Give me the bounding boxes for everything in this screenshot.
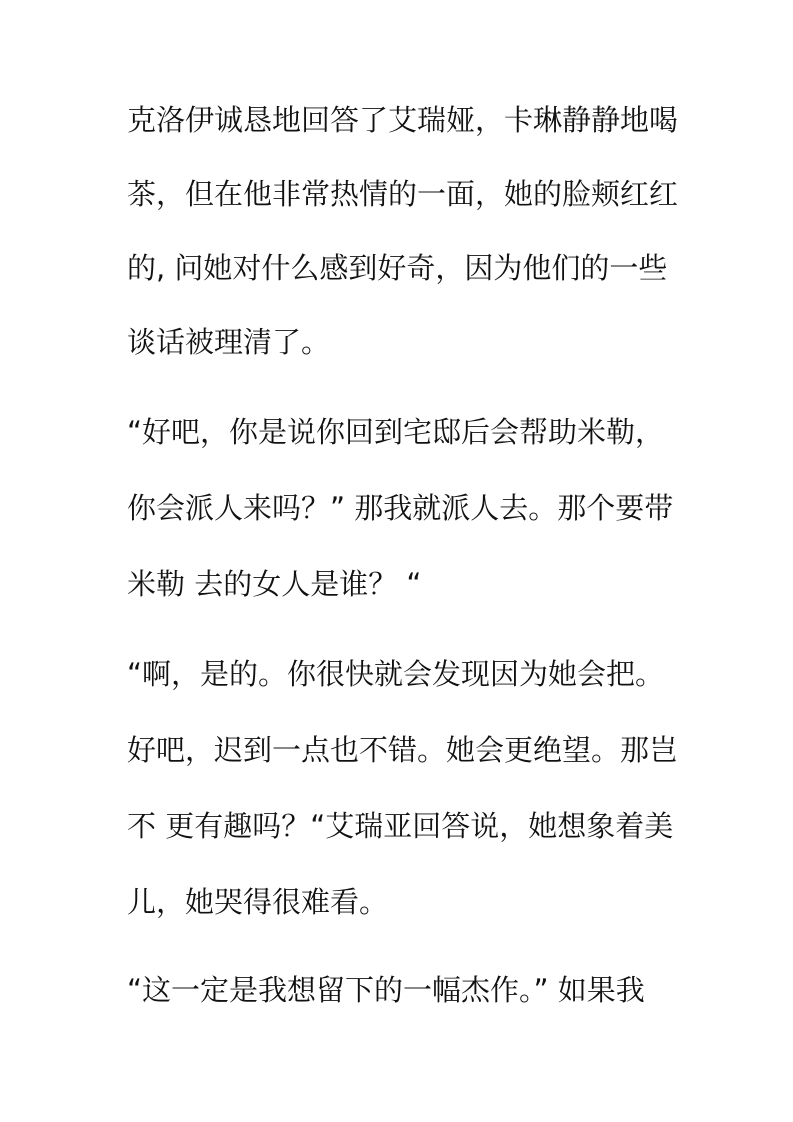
paragraph-line: 茶，但在他非常热情的一面，她的脸颊红红: [127, 177, 679, 211]
paragraph-line: “这一定是我想留下的一幅杰作。” 如果我: [127, 973, 645, 1007]
paragraph-line: 儿，她哭得很难看。: [127, 885, 389, 919]
paragraph-line: 米勒 去的女人是谁？ “: [127, 567, 422, 601]
paragraph-line: 好吧，迟到一点也不错。她会更绝望。那岂: [127, 733, 679, 767]
paragraph-line: 不 更有趣吗？“艾瑞亚回答说，她想象着美: [127, 809, 674, 843]
paragraph-line: “啊，是的。你很快就会发现因为她会把。: [127, 657, 665, 691]
paragraph-line: 你会派人来吗？” 那我就派人去。那个要带: [127, 491, 674, 525]
paragraph-line: 的, 问她对什么感到好奇，因为他们的一些: [127, 251, 668, 285]
paragraph-line: “好吧，你是说你回到宅邸后会帮助米勒，: [127, 415, 665, 449]
paragraph-line: 克洛伊诚恳地回答了艾瑞娅，卡琳静静地喝: [127, 103, 679, 137]
paragraph-line: 谈话被理清了。: [127, 325, 331, 359]
